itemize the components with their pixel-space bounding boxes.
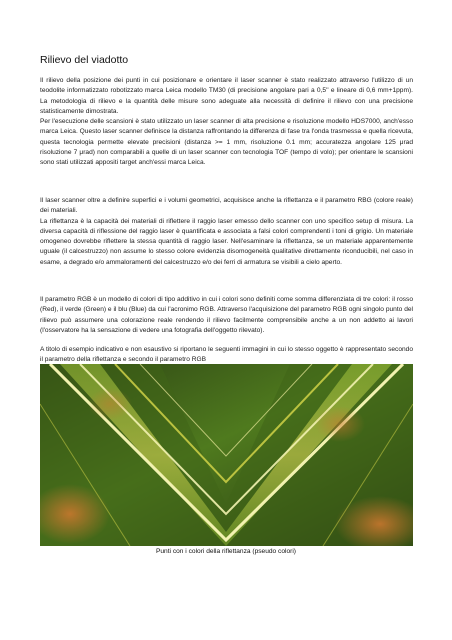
point-cloud-graphic — [40, 364, 413, 546]
paragraph-4: La riflettanza è la capacità dei materiali di riflettere il raggio laser emesso dello scanner con uno specifico setup di misura. La diversa capacità di riflessione del raggio laser è quantificata e associata a falsi colori comprendenti i toni di grigio. Un materiale omogeneo dovrebbe riflettere la stessa quantità di raggio laser. Nell'esaminare la riflettanza, se un materiale apparentemente uguale (il calcestruzzo) non assume lo stesso colore evidenzia disomogeneità qualitative direttamente riconducibili, nel caso in esame, a degrado e/o ammaloramenti del calcestruzzo e/o dei ferri di armatura se visibili a cielo aperto. — [40, 217, 413, 266]
paragraph-6: A titolo di esempio indicativo e non esaustivo si riportano le seguenti immagini in cui lo stesso oggetto è rappresentato secondo il parametro della riflettanza e secondo il parametro RGB — [40, 346, 413, 364]
paragraph-1: Il rilievo della posizione dei punti in cui posizionare e orientare il laser scanner è stato realizzato attraverso l'utilizzo di un teodolite informatizzato robotizzato marca Leica modello TM30 (di precisione angolare pari a 0,5'' e lineare di 0,6 mm+1ppm). La metodologia di rilievo e la quantità delle misure sono adeguate alla necessità di definire il rilievo con una precisione statisticamente dimostrata. — [40, 77, 413, 115]
figure-caption: Punti con i colori della riflettanza (pseudo colori) — [155, 548, 296, 555]
paragraph-3: Il laser scanner oltre a definire superfici e i volumi geometrici, acquisisce anche la riflettanza e il parametro RBG (colore reale) dei materiali. — [40, 197, 413, 215]
body-text-block-2 — [40, 196, 413, 268]
paragraph-5: Il parametro RGB è un modello di colori di tipo additivo in cui i colori sono definiti come somma differenziata di tre colori: il rosso (Red), il verde (Green) e il blu (Blue) da cui l'acronimo RGB. Attraverso l'acquisizione del parametro RGB ogni singolo punto del rilievo può assumere una colorazione reale rendendo il rilievo facilmente comprensibile anche a un non addetto ai lavori (l'osservatore ha la sensazione di vedere una fotografia dell'oggetto rilevato). — [40, 296, 413, 334]
body-text-block-3 — [40, 295, 413, 336]
paragraph-2: Per l'esecuzione delle scansioni è stato utilizzato un laser scanner di alta precisione e risoluzione modello HDS7000, anch'esso marca Leica. Questo laser scanner definisce la distanza raffrontando la differenza di fase tra l'onda trasmessa e quella ricevuta, questa tecnologia permette elevate precisioni (distanza >= 1 mm, risoluzione 0.1 mm; accuratezza angolare 125 μrad risoluzione 7 μrad) non comparabili a quelle di un laser scanner con tecnologia TOF (tempo di volo); per orientare le scansioni sono stati utilizzati appositi target anch'essi marca Leica. — [40, 118, 413, 167]
body-text-block-4 — [40, 345, 413, 366]
reflectance-scan-image — [40, 364, 413, 546]
section-title: Rilievo del viadotto — [40, 54, 129, 66]
body-text-block-1 — [40, 76, 413, 169]
